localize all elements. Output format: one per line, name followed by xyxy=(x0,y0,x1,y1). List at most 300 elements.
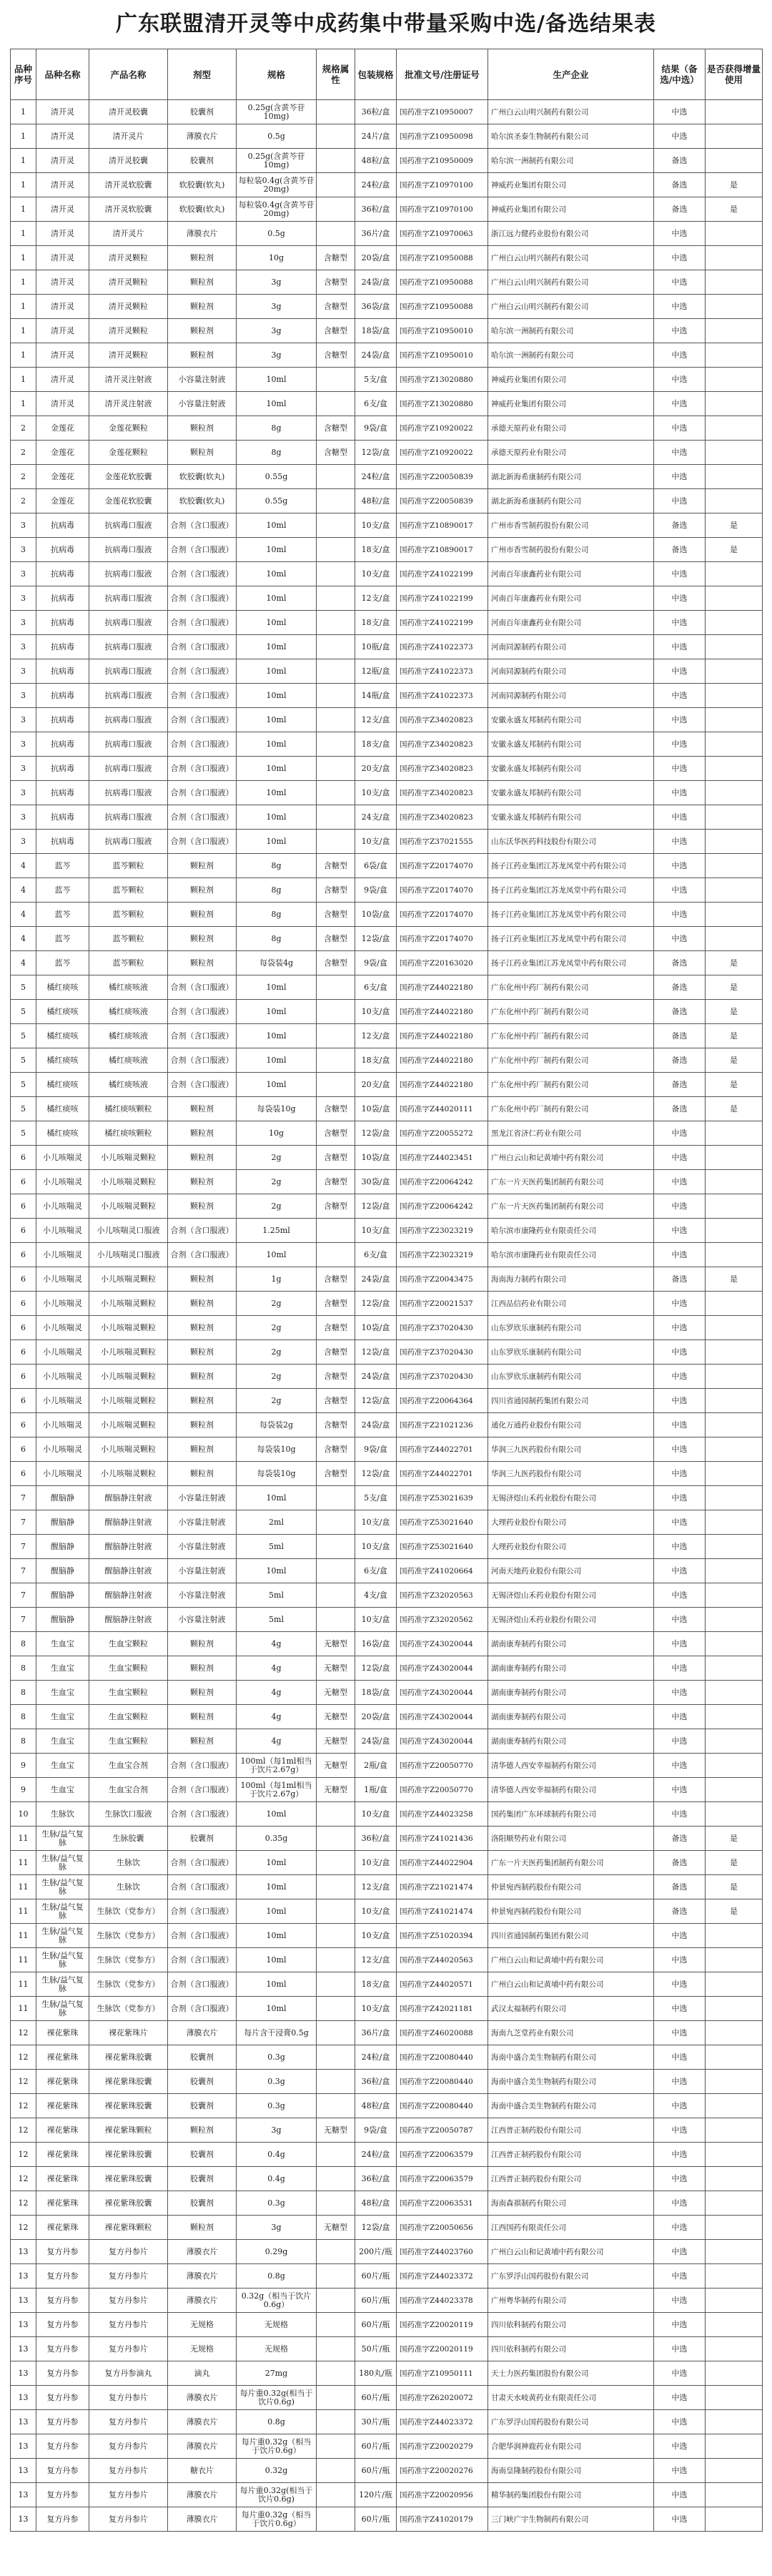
cell-seq: 2 xyxy=(11,416,36,441)
table-row xyxy=(11,1681,763,1705)
cell-spec-attr: 含糖型 xyxy=(317,1389,355,1413)
cell-spec-attr: 含糖型 xyxy=(317,1316,355,1340)
cell-spec: 每片重0.32g(相当于饮片0.6g) xyxy=(237,2483,317,2507)
cell-manufacturer: 广东化州中药厂制药有限公司 xyxy=(488,1097,654,1121)
cell-spec: 10ml xyxy=(237,611,317,635)
table-row xyxy=(11,1146,763,1170)
cell-product: 蓝芩颗粒 xyxy=(89,903,168,927)
cell-product: 醒脑静注射液 xyxy=(89,1559,168,1583)
cell-manufacturer: 仲景宛西制药股份有限公司 xyxy=(488,1875,654,1899)
cell-variety: 橘红痰咳 xyxy=(36,1097,89,1121)
cell-package: 180丸/瓶 xyxy=(355,2361,397,2386)
cell-spec: 10ml xyxy=(237,368,317,392)
cell-result: 中选 xyxy=(654,1389,706,1413)
cell-spec-attr: 无糖型 xyxy=(317,1729,355,1754)
cell-variety: 蓝芩 xyxy=(36,927,89,951)
cell-product: 裸花紫珠胶囊 xyxy=(89,2094,168,2118)
cell-dosage-form: 合剂（含口服液） xyxy=(168,975,237,1000)
cell-spec-attr: 含糖型 xyxy=(317,1462,355,1486)
cell-variety: 清开灵 xyxy=(36,295,89,319)
cell-dosage-form: 胶囊剂 xyxy=(168,2191,237,2216)
cell-spec: 10ml xyxy=(237,805,317,830)
cell-seq: 5 xyxy=(11,1000,36,1024)
cell-spec-attr xyxy=(317,1559,355,1583)
cell-variety: 生脉饮 xyxy=(36,1802,89,1827)
cell-dosage-form: 合剂（含口服液） xyxy=(168,586,237,611)
cell-variety: 抗病毒 xyxy=(36,684,89,708)
cell-increment xyxy=(706,2191,763,2216)
cell-seq: 13 xyxy=(11,2361,36,2386)
cell-approval-no: 国药准字Z44020111 xyxy=(397,1097,488,1121)
cell-result: 中选 xyxy=(654,562,706,586)
cell-spec-attr xyxy=(317,1802,355,1827)
table-row xyxy=(11,951,763,975)
cell-product: 生脉饮（党参方） xyxy=(89,1948,168,1972)
cell-increment: 是 xyxy=(706,538,763,562)
cell-package: 48粒/盒 xyxy=(355,2191,397,2216)
cell-variety: 复方丹参 xyxy=(36,2289,89,2313)
cell-variety: 抗病毒 xyxy=(36,757,89,781)
cell-spec-attr xyxy=(317,1875,355,1899)
cell-spec-attr xyxy=(317,368,355,392)
cell-result: 中选 xyxy=(654,1292,706,1316)
cell-spec: 10ml xyxy=(237,781,317,805)
cell-spec-attr: 含糖型 xyxy=(317,1121,355,1146)
cell-variety: 生血宝 xyxy=(36,1754,89,1778)
cell-package: 20支/盒 xyxy=(355,1073,397,1097)
cell-approval-no: 国药准字Z34020823 xyxy=(397,708,488,732)
cell-approval-no: 国药准字Z37021555 xyxy=(397,830,488,854)
cell-spec: 每袋装2g xyxy=(237,1413,317,1437)
cell-manufacturer: 广东化州中药厂制药有限公司 xyxy=(488,975,654,1000)
cell-approval-no: 国药准字Z10920022 xyxy=(397,416,488,441)
cell-spec-attr xyxy=(317,1486,355,1510)
cell-spec-attr xyxy=(317,635,355,659)
cell-product: 复方丹参片 xyxy=(89,2313,168,2337)
cell-variety: 复方丹参 xyxy=(36,2264,89,2289)
cell-seq: 6 xyxy=(11,1267,36,1292)
cell-increment: 是 xyxy=(706,1899,763,1924)
table-row xyxy=(11,732,763,757)
table-row xyxy=(11,2045,763,2070)
cell-result: 备选 xyxy=(654,1851,706,1875)
cell-variety: 生脉/益气复脉 xyxy=(36,1997,89,2021)
cell-seq: 6 xyxy=(11,1365,36,1389)
cell-spec-attr: 无糖型 xyxy=(317,1656,355,1681)
cell-spec-attr xyxy=(317,1851,355,1875)
cell-result: 中选 xyxy=(654,732,706,757)
col-header-dosage-form: 剂型 xyxy=(168,49,237,100)
cell-approval-no: 国药准字Z51020394 xyxy=(397,1924,488,1948)
cell-increment xyxy=(706,830,763,854)
cell-spec: 2g xyxy=(237,1146,317,1170)
table-row xyxy=(11,1365,763,1389)
cell-product: 橘红痰咳颗粒 xyxy=(89,1121,168,1146)
cell-spec: 每袋装10g xyxy=(237,1097,317,1121)
cell-package: 16袋/盒 xyxy=(355,1632,397,1656)
cell-spec: 10ml xyxy=(237,1000,317,1024)
cell-increment xyxy=(706,2167,763,2191)
cell-spec-attr: 无糖型 xyxy=(317,1778,355,1802)
cell-dosage-form: 颗粒剂 xyxy=(168,270,237,295)
cell-product: 复方丹参片 xyxy=(89,2459,168,2483)
cell-dosage-form: 颗粒剂 xyxy=(168,319,237,343)
cell-seq: 5 xyxy=(11,1024,36,1048)
cell-manufacturer: 华润三九医药股份有限公司 xyxy=(488,1437,654,1462)
cell-dosage-form: 薄膜衣片 xyxy=(168,124,237,149)
cell-result: 中选 xyxy=(654,1413,706,1437)
cell-product: 抗病毒口服液 xyxy=(89,830,168,854)
table-row xyxy=(11,2094,763,2118)
cell-result: 中选 xyxy=(654,611,706,635)
table-row xyxy=(11,1170,763,1194)
cell-product: 金莲花软胶囊 xyxy=(89,489,168,513)
cell-result: 中选 xyxy=(654,635,706,659)
cell-spec: 2g xyxy=(237,1340,317,1365)
cell-variety: 金莲花 xyxy=(36,465,89,489)
cell-seq: 1 xyxy=(11,124,36,149)
cell-dosage-form: 胶囊剂 xyxy=(168,2143,237,2167)
cell-manufacturer: 合肥华润神鹿药业有限公司 xyxy=(488,2434,654,2459)
cell-spec: 3g xyxy=(237,295,317,319)
cell-dosage-form: 合剂（含口服液） xyxy=(168,1219,237,1243)
cell-variety: 复方丹参 xyxy=(36,2337,89,2361)
cell-manufacturer: 四川依科制药有限公司 xyxy=(488,2313,654,2337)
cell-dosage-form: 薄膜衣片 xyxy=(168,2264,237,2289)
cell-seq: 3 xyxy=(11,684,36,708)
cell-spec: 无规格 xyxy=(237,2313,317,2337)
cell-result: 备选 xyxy=(654,975,706,1000)
cell-increment xyxy=(706,2507,763,2532)
cell-dosage-form: 软胶囊(软丸) xyxy=(168,489,237,513)
cell-variety: 小儿咳喘灵 xyxy=(36,1413,89,1437)
cell-product: 橘红痰咳液 xyxy=(89,1024,168,1048)
cell-result: 中选 xyxy=(654,2483,706,2507)
cell-spec-attr xyxy=(317,781,355,805)
cell-package: 24袋/盒 xyxy=(355,343,397,368)
cell-package: 1瓶/盒 xyxy=(355,1778,397,1802)
cell-spec: 0.55g xyxy=(237,465,317,489)
cell-spec-attr: 含糖型 xyxy=(317,1170,355,1194)
cell-spec: 0.8g xyxy=(237,2264,317,2289)
cell-variety: 清开灵 xyxy=(36,124,89,149)
cell-manufacturer: 广东化州中药厂制药有限公司 xyxy=(488,1024,654,1048)
cell-spec: 3g xyxy=(237,270,317,295)
cell-increment xyxy=(706,319,763,343)
cell-dosage-form: 合剂（含口服液） xyxy=(168,1754,237,1778)
cell-spec: 0.8g xyxy=(237,2410,317,2434)
cell-seq: 3 xyxy=(11,562,36,586)
cell-manufacturer: 海南九芝堂药业有限公司 xyxy=(488,2021,654,2045)
cell-approval-no: 国药准字Z10950007 xyxy=(397,100,488,124)
cell-spec: 10ml xyxy=(237,1559,317,1583)
cell-dosage-form: 颗粒剂 xyxy=(168,1194,237,1219)
cell-increment xyxy=(706,1535,763,1559)
cell-increment xyxy=(706,368,763,392)
cell-dosage-form: 无规格 xyxy=(168,2313,237,2337)
cell-manufacturer: 四川省通园制药集团有限公司 xyxy=(488,1924,654,1948)
cell-variety: 醒脑静 xyxy=(36,1608,89,1632)
cell-spec: 1g xyxy=(237,1267,317,1292)
cell-increment xyxy=(706,757,763,781)
cell-approval-no: 国药准字Z42021181 xyxy=(397,1997,488,2021)
cell-increment xyxy=(706,2216,763,2240)
cell-increment xyxy=(706,1194,763,1219)
cell-manufacturer: 河南百年康鑫药业有限公司 xyxy=(488,562,654,586)
cell-increment: 是 xyxy=(706,1073,763,1097)
cell-variety: 小儿咳喘灵 xyxy=(36,1292,89,1316)
cell-variety: 抗病毒 xyxy=(36,635,89,659)
cell-spec-attr xyxy=(317,1972,355,1997)
table-row xyxy=(11,1632,763,1656)
cell-dosage-form: 颗粒剂 xyxy=(168,1681,237,1705)
cell-spec: 10ml xyxy=(237,659,317,684)
cell-dosage-form: 合剂（含口服液） xyxy=(168,659,237,684)
cell-product: 裸花紫珠胶囊 xyxy=(89,2045,168,2070)
cell-variety: 抗病毒 xyxy=(36,708,89,732)
cell-product: 生脉饮（党参方） xyxy=(89,1924,168,1948)
cell-manufacturer: 河南百年康鑫药业有限公司 xyxy=(488,586,654,611)
cell-spec-attr xyxy=(317,2191,355,2216)
cell-variety: 复方丹参 xyxy=(36,2434,89,2459)
cell-manufacturer: 扬子江药业集团江苏龙凤堂中药有限公司 xyxy=(488,903,654,927)
cell-dosage-form: 颗粒剂 xyxy=(168,2118,237,2143)
cell-package: 10支/盒 xyxy=(355,1802,397,1827)
cell-approval-no: 国药准字Z20020119 xyxy=(397,2337,488,2361)
cell-increment: 是 xyxy=(706,513,763,538)
cell-dosage-form: 合剂（含口服液） xyxy=(168,513,237,538)
table-row xyxy=(11,1024,763,1048)
cell-seq: 13 xyxy=(11,2507,36,2532)
cell-result: 中选 xyxy=(654,343,706,368)
cell-approval-no: 国药准字Z23023219 xyxy=(397,1243,488,1267)
cell-product: 裸花紫珠胶囊 xyxy=(89,2191,168,2216)
cell-spec-attr xyxy=(317,1000,355,1024)
cell-result: 中选 xyxy=(654,2191,706,2216)
cell-approval-no: 国药准字Z44020571 xyxy=(397,1972,488,1997)
cell-result: 中选 xyxy=(654,1559,706,1583)
cell-seq: 13 xyxy=(11,2459,36,2483)
cell-spec-attr xyxy=(317,1073,355,1097)
cell-increment xyxy=(706,1219,763,1243)
cell-approval-no: 国药准字Z32020563 xyxy=(397,1583,488,1608)
cell-manufacturer: 海南中盛合美生物制药有限公司 xyxy=(488,2094,654,2118)
cell-approval-no: 国药准字Z32020562 xyxy=(397,1608,488,1632)
cell-spec-attr: 含糖型 xyxy=(317,1437,355,1462)
cell-package: 36粒/盒 xyxy=(355,2070,397,2094)
cell-increment: 是 xyxy=(706,1875,763,1899)
cell-product: 小儿咳喘灵颗粒 xyxy=(89,1146,168,1170)
cell-seq: 4 xyxy=(11,927,36,951)
cell-approval-no: 国药准字Z53021639 xyxy=(397,1486,488,1510)
table-row xyxy=(11,319,763,343)
cell-approval-no: 国药准字Z44023372 xyxy=(397,2410,488,2434)
table-row xyxy=(11,2021,763,2045)
cell-manufacturer: 神威药业集团有限公司 xyxy=(488,368,654,392)
cell-manufacturer: 无锡济煜山禾药业股份有限公司 xyxy=(488,1608,654,1632)
cell-increment xyxy=(706,1681,763,1705)
cell-product: 醒脑静注射液 xyxy=(89,1535,168,1559)
cell-package: 6支/盒 xyxy=(355,392,397,416)
cell-increment xyxy=(706,684,763,708)
cell-dosage-form: 合剂（含口服液） xyxy=(168,1048,237,1073)
table-row xyxy=(11,805,763,830)
cell-seq: 8 xyxy=(11,1656,36,1681)
table-row xyxy=(11,173,763,197)
cell-package: 6袋/盒 xyxy=(355,854,397,878)
cell-product: 小儿咳喘灵口服液 xyxy=(89,1243,168,1267)
cell-dosage-form: 薄膜衣片 xyxy=(168,2386,237,2410)
cell-increment xyxy=(706,416,763,441)
cell-result: 备选 xyxy=(654,1073,706,1097)
cell-spec: 4g xyxy=(237,1705,317,1729)
cell-approval-no: 国药准字Z41020664 xyxy=(397,1559,488,1583)
table-row xyxy=(11,1389,763,1413)
cell-increment xyxy=(706,392,763,416)
cell-seq: 12 xyxy=(11,2094,36,2118)
cell-spec-attr xyxy=(317,100,355,124)
cell-spec: 每片含干浸膏0.5g xyxy=(237,2021,317,2045)
table-row xyxy=(11,1267,763,1292)
cell-spec: 每片重0.32g（相当于饮片0.6g） xyxy=(237,2507,317,2532)
cell-spec-attr xyxy=(317,1219,355,1243)
table-row xyxy=(11,781,763,805)
cell-spec: 1.25ml xyxy=(237,1219,317,1243)
cell-result: 备选 xyxy=(654,1267,706,1292)
table-row xyxy=(11,416,763,441)
cell-result: 中选 xyxy=(654,2410,706,2434)
cell-seq: 11 xyxy=(11,1899,36,1924)
cell-approval-no: 国药准字Z21021236 xyxy=(397,1413,488,1437)
cell-approval-no: 国药准字Z44022180 xyxy=(397,1000,488,1024)
cell-approval-no: 国药准字Z41021436 xyxy=(397,1827,488,1851)
cell-package: 18袋/盒 xyxy=(355,319,397,343)
cell-dosage-form: 颗粒剂 xyxy=(168,1146,237,1170)
cell-product: 生脉饮（党参方） xyxy=(89,1997,168,2021)
cell-package: 5支/盒 xyxy=(355,368,397,392)
cell-seq: 11 xyxy=(11,1972,36,1997)
cell-result: 中选 xyxy=(654,2118,706,2143)
table-row xyxy=(11,2483,763,2507)
cell-spec: 10ml xyxy=(237,684,317,708)
cell-spec: 4g xyxy=(237,1681,317,1705)
cell-variety: 抗病毒 xyxy=(36,538,89,562)
cell-manufacturer: 湖北新海希康制药有限公司 xyxy=(488,465,654,489)
cell-dosage-form: 颗粒剂 xyxy=(168,878,237,903)
cell-seq: 2 xyxy=(11,489,36,513)
cell-variety: 抗病毒 xyxy=(36,659,89,684)
cell-package: 30袋/盒 xyxy=(355,1170,397,1194)
cell-variety: 清开灵 xyxy=(36,149,89,173)
cell-variety: 生血宝 xyxy=(36,1729,89,1754)
cell-approval-no: 国药准字Z37020430 xyxy=(397,1340,488,1365)
cell-seq: 3 xyxy=(11,586,36,611)
table-row xyxy=(11,2386,763,2410)
cell-manufacturer: 山东罗欣乐康制药有限公司 xyxy=(488,1365,654,1389)
cell-dosage-form: 薄膜衣片 xyxy=(168,2483,237,2507)
cell-spec: 3g xyxy=(237,343,317,368)
table-row xyxy=(11,465,763,489)
cell-product: 裸花紫珠颗粒 xyxy=(89,2216,168,2240)
cell-increment xyxy=(706,1292,763,1316)
cell-seq: 7 xyxy=(11,1559,36,1583)
cell-approval-no: 国药准字Z41022199 xyxy=(397,586,488,611)
cell-increment xyxy=(706,1389,763,1413)
cell-dosage-form: 颗粒剂 xyxy=(168,1292,237,1316)
cell-spec: 3g xyxy=(237,2216,317,2240)
table-row xyxy=(11,854,763,878)
table-row xyxy=(11,2313,763,2337)
cell-dosage-form: 颗粒剂 xyxy=(168,1729,237,1754)
table-row xyxy=(11,659,763,684)
cell-result: 中选 xyxy=(654,1437,706,1462)
cell-product: 清开灵胶囊 xyxy=(89,149,168,173)
cell-approval-no: 国药准字Z41022373 xyxy=(397,635,488,659)
cell-package: 18支/盒 xyxy=(355,1972,397,1997)
cell-dosage-form: 颗粒剂 xyxy=(168,1170,237,1194)
cell-approval-no: 国药准字Z44022701 xyxy=(397,1437,488,1462)
cell-manufacturer: 河南同源制药有限公司 xyxy=(488,684,654,708)
cell-increment xyxy=(706,1948,763,1972)
cell-dosage-form: 颗粒剂 xyxy=(168,246,237,270)
cell-seq: 13 xyxy=(11,2483,36,2507)
cell-dosage-form: 薄膜衣片 xyxy=(168,2410,237,2434)
cell-result: 中选 xyxy=(654,1316,706,1340)
cell-manufacturer: 广东化州中药厂制药有限公司 xyxy=(488,1000,654,1024)
cell-product: 生血宝颗粒 xyxy=(89,1729,168,1754)
table-row xyxy=(11,586,763,611)
cell-product: 抗病毒口服液 xyxy=(89,684,168,708)
table-row xyxy=(11,1243,763,1267)
cell-seq: 1 xyxy=(11,197,36,222)
cell-product: 清开灵注射液 xyxy=(89,392,168,416)
cell-result: 备选 xyxy=(654,1875,706,1899)
cell-dosage-form: 颗粒剂 xyxy=(168,927,237,951)
table-row xyxy=(11,149,763,173)
cell-variety: 生脉/益气复脉 xyxy=(36,1851,89,1875)
cell-spec: 10ml xyxy=(237,1048,317,1073)
cell-variety: 抗病毒 xyxy=(36,513,89,538)
cell-variety: 醒脑静 xyxy=(36,1510,89,1535)
cell-spec-attr xyxy=(317,2337,355,2361)
cell-package: 24片/盒 xyxy=(355,124,397,149)
cell-seq: 2 xyxy=(11,465,36,489)
cell-manufacturer: 哈尔滨一洲制药有限公司 xyxy=(488,319,654,343)
cell-variety: 小儿咳喘灵 xyxy=(36,1219,89,1243)
table-row xyxy=(11,1948,763,1972)
cell-approval-no: 国药准字Z44023378 xyxy=(397,2289,488,2313)
cell-increment xyxy=(706,2434,763,2459)
cell-spec: 10ml xyxy=(237,1802,317,1827)
cell-spec-attr: 含糖型 xyxy=(317,1340,355,1365)
cell-variety: 复方丹参 xyxy=(36,2361,89,2386)
cell-manufacturer: 河南同源制药有限公司 xyxy=(488,659,654,684)
cell-product: 复方丹参片 xyxy=(89,2337,168,2361)
cell-result: 中选 xyxy=(654,2021,706,2045)
cell-spec: 0.3g xyxy=(237,2191,317,2216)
cell-seq: 10 xyxy=(11,1802,36,1827)
cell-result: 中选 xyxy=(654,1194,706,1219)
cell-seq: 9 xyxy=(11,1778,36,1802)
cell-spec: 10ml xyxy=(237,1997,317,2021)
cell-variety: 抗病毒 xyxy=(36,562,89,586)
cell-package: 12袋/盒 xyxy=(355,1194,397,1219)
cell-package: 10支/盒 xyxy=(355,1535,397,1559)
cell-dosage-form: 合剂（含口服液） xyxy=(168,684,237,708)
cell-spec: 10ml xyxy=(237,830,317,854)
cell-result: 中选 xyxy=(654,1681,706,1705)
cell-seq: 8 xyxy=(11,1632,36,1656)
